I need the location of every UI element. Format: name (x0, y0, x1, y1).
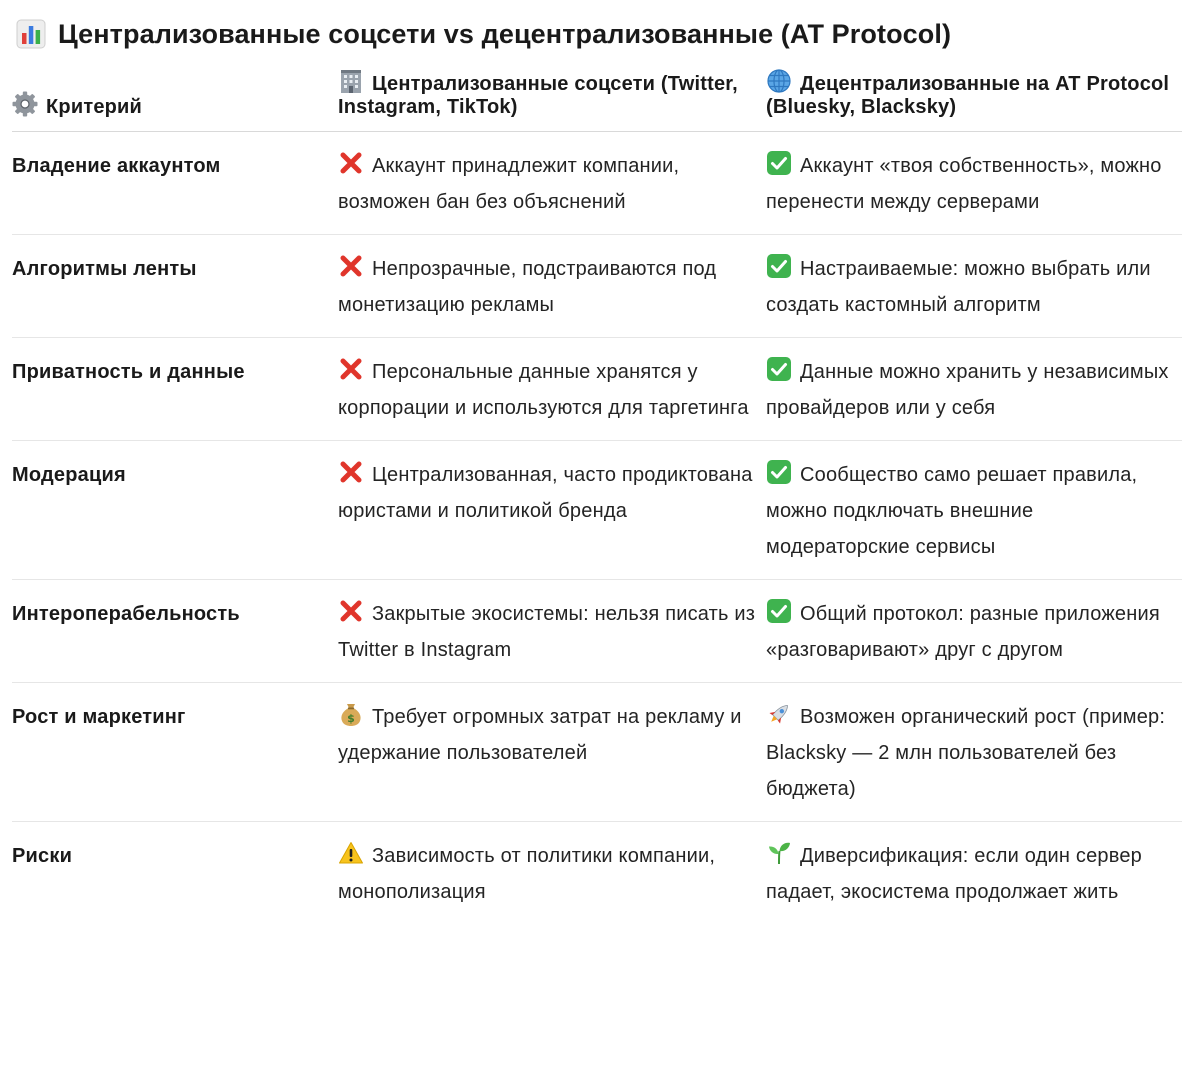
page-title-text: Централизованные соцсети vs децентрализованные (AT Protocol) (58, 18, 952, 49)
column-header-centralized (338, 68, 766, 132)
column-header-decentralized (766, 68, 1182, 132)
column-header-criterion-label: Критерий (46, 96, 143, 118)
table-header-row (12, 68, 1182, 132)
centralized-text: Закрытые экосистемы: нельзя писать из Twitter в Instagram (338, 603, 756, 661)
centralized-text: Централизованная, часто продиктована юристами и политикой бренда (338, 464, 753, 522)
table-row (12, 822, 1182, 925)
decentralized-text: Настраиваемые: можно выбрать или создать кастомный алгоритм (766, 258, 1151, 316)
criterion-cell: Рост и маркетинг (12, 683, 338, 822)
centralized-cell (338, 580, 766, 683)
centralized-cell (338, 235, 766, 338)
check-mark-icon (766, 150, 792, 176)
decentralized-text: Диверсификация: если один сервер падает, экосистема продолжает жить (766, 845, 1142, 903)
decentralized-cell (766, 338, 1182, 441)
decentralized-text: Данные можно хранить у независимых провайдеров или у себя (766, 361, 1169, 419)
centralized-text: Требует огромных затрат на рекламу и удержание пользователей (338, 706, 742, 764)
cross-mark-icon (338, 356, 364, 382)
table-body (12, 132, 1182, 925)
check-mark-icon (766, 598, 792, 624)
money-bag-icon (338, 701, 364, 727)
criterion-cell: Алгоритмы ленты (12, 235, 338, 338)
cross-mark-icon (338, 253, 364, 279)
table-row (12, 235, 1182, 338)
globe-icon (766, 68, 792, 94)
centralized-cell (338, 822, 766, 925)
decentralized-text: Возможен органический рост (пример: Blacksky — 2 млн пользователей без бюджета) (766, 706, 1166, 800)
criterion-cell: Приватность и данные (12, 338, 338, 441)
decentralized-text: Общий протокол: разные приложения «разговаривают» друг с другом (766, 603, 1160, 661)
office-building-icon (338, 68, 364, 94)
table-row (12, 580, 1182, 683)
check-mark-icon (766, 253, 792, 279)
criterion-cell: Владение аккаунтом (12, 132, 338, 235)
centralized-text: Аккаунт принадлежит компании, возможен бан без объяснений (338, 155, 680, 213)
comparison-table (12, 68, 1182, 924)
decentralized-text: Аккаунт «твоя собственность», можно перенести между серверами (766, 155, 1162, 213)
cross-mark-icon (338, 459, 364, 485)
decentralized-cell (766, 235, 1182, 338)
centralized-text: Персональные данные хранятся у корпорации и используются для таргетинга (338, 361, 749, 419)
cross-mark-icon (338, 150, 364, 176)
table-row (12, 132, 1182, 235)
check-mark-icon (766, 356, 792, 382)
column-header-criterion (12, 68, 338, 132)
page-title (16, 14, 951, 54)
centralized-cell (338, 132, 766, 235)
decentralized-cell (766, 683, 1182, 822)
column-header-centralized-label: Централизованные соцсети (Twitter, Instagram, TikTok) (338, 73, 738, 118)
seedling-icon (766, 840, 792, 866)
decentralized-cell (766, 822, 1182, 925)
decentralized-cell (766, 132, 1182, 235)
decentralized-cell (766, 441, 1182, 580)
table-row (12, 441, 1182, 580)
centralized-text: Непрозрачные, подстраиваются под монетизацию рекламы (338, 258, 717, 316)
decentralized-cell (766, 580, 1182, 683)
centralized-cell (338, 441, 766, 580)
decentralized-text: Сообщество само решает правила, можно подключать внешние модераторские сервисы (766, 464, 1138, 558)
centralized-cell (338, 683, 766, 822)
centralized-text: Зависимость от политики компании, монополизация (338, 845, 716, 903)
table-row (12, 683, 1182, 822)
bar-chart-icon (16, 19, 46, 49)
column-header-decentralized-label: Децентрализованные на AT Protocol (Bluesky, Blacksky) (766, 73, 1170, 118)
criterion-cell: Интероперабельность (12, 580, 338, 683)
rocket-icon (766, 701, 792, 727)
criterion-cell: Риски (12, 845, 73, 867)
centralized-cell (338, 338, 766, 441)
cross-mark-icon (338, 598, 364, 624)
criterion-cell: Модерация (12, 441, 338, 580)
table-row (12, 338, 1182, 441)
gear-icon (12, 91, 38, 117)
svg-text:$: $ (347, 712, 355, 725)
warning-icon (338, 840, 364, 866)
check-mark-icon (766, 459, 792, 485)
